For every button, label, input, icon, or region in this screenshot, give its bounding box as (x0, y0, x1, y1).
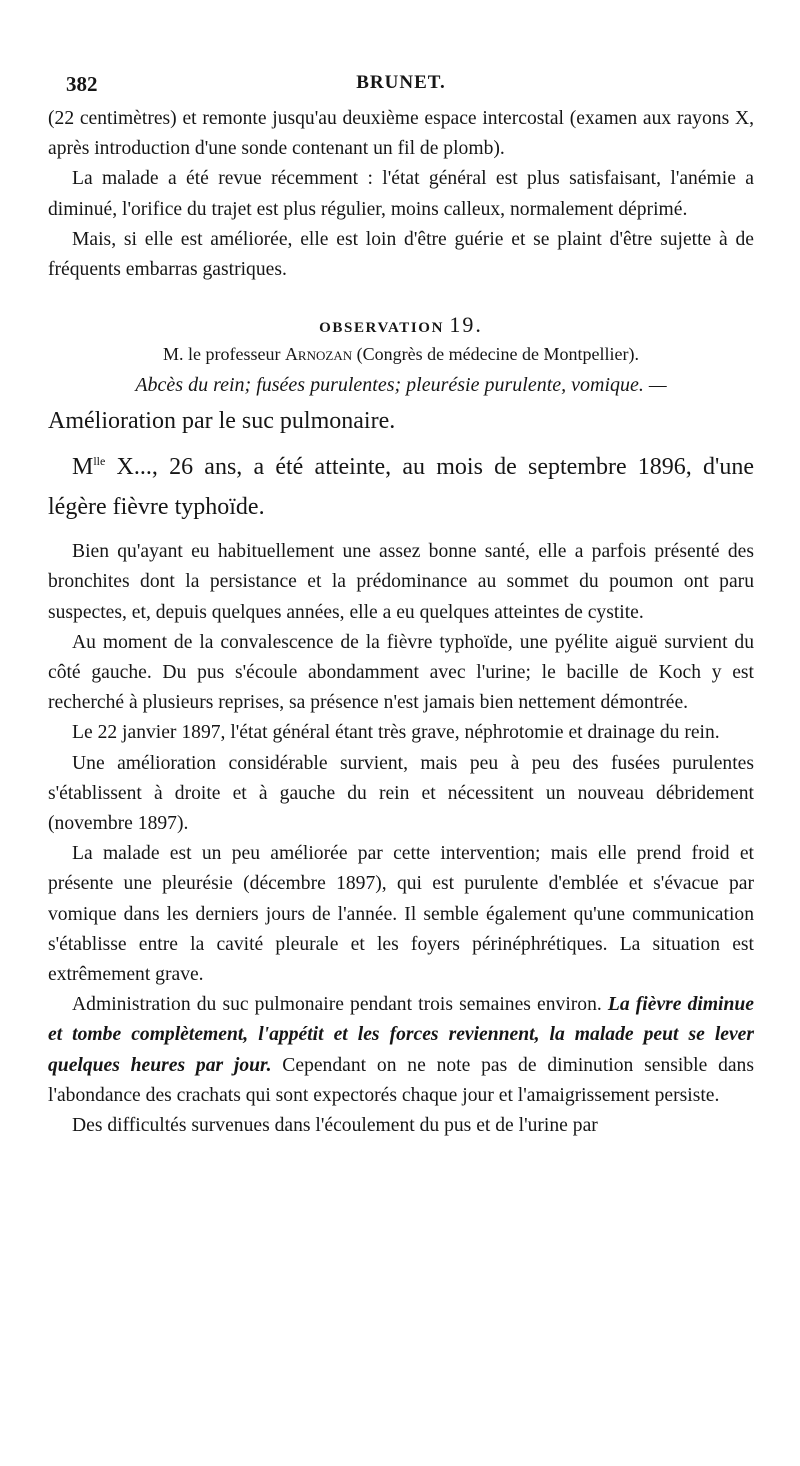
p6-end: Cependant on ne note pas de diminution sensible dans l'abondance des crachats qui sont expectorés chaque jour et l'amaigrissement persiste. (48, 1054, 754, 1106)
paragraph-revue: La malade a été revue récemment : l'état général est plus satisfaisant, l'anémie a diminué, l'orifice du trajet est plus régulier, moins calleux, normalement déprimé. (48, 168, 754, 220)
intro-sup: lle (93, 454, 106, 469)
p6-italic: La fièvre diminue et tombe complètement, l'appétit et les forces reviennent, la malade peut se lever quelques heures par jour. (48, 994, 754, 1076)
source-prefix: M. le professeur (162, 344, 281, 365)
book-page (48, 0, 754, 1141)
observation-source (48, 340, 754, 368)
intro-text: X..., 26 ans, a été atteinte, au mois de septembre 1896, d'une légère fièvre typhoïde. (48, 454, 754, 521)
p6-start: Administration du suc pulmonaire pendant trois semaines environ. (72, 994, 602, 1016)
paragraph-difficultes: Des difficultés survenues dans l'écoulement du pus et de l'urine par (72, 1115, 598, 1137)
observation-number: 19. (449, 312, 483, 338)
source-suffix: (Congrès de médecine de Montpellier). (356, 344, 640, 365)
observation-subtitle-continued: Amélioration par le suc pulmonaire. (48, 408, 396, 435)
paragraph-continuation: (22 centimètres) et remonte jusqu'au deuxième espace intercostal (examen aux rayons X, après introduction d'une sonde contenant un fil de plomb). (48, 108, 754, 160)
running-head: BRUNET. (356, 72, 446, 93)
page-header (48, 72, 754, 104)
observation-intro (48, 441, 754, 527)
paragraph-pyelite: Au moment de la convalescence de la fièvre typhoïde, une pyélite aiguë survient du côté gauche. Du pus s'écoule abondamment avec l'urine; le bacille de Koch y est recherché à plusieurs reprises, sa présence n'est jamais bien nettement démontrée. (48, 631, 754, 714)
observation-label: OBSERVATION (319, 320, 445, 337)
observation-subtitle: Abcès du rein; fusées purulentes; pleurésie purulente, vomique. — (135, 374, 667, 397)
paragraph-fusees: Une amélioration considérable survient, mais peu à peu des fusées purulentes s'établissent à droite et à gauche du rein et nécessitent un nouveau débridement (novembre 1897). (48, 752, 754, 835)
intro-m: M (72, 454, 94, 481)
page-number: 382 (66, 72, 98, 96)
paragraph-bronchites: Bien qu'ayant eu habituellement une assez bonne santé, elle a parfois présenté des bronchites dont la persistance et la prédominance au sommet du poumon ont paru suspectes, et, depuis quelques années, elle a eu quelques atteintes de cystite. (48, 541, 754, 623)
paragraph-pleuresie: La malade est un peu améliorée par cette intervention; mais elle prend froid et présente une pleurésie (décembre 1897), qui est purulente d'emblée et s'évacue par vomique dans les derniers jours de l'année. Il semble également qu'une communication s'établisse entre la cavité pleurale et les foyers périnéphrétiques. La situation est extrêmement grave. (48, 843, 754, 986)
observation-title (48, 313, 754, 340)
paragraph-nephrotomie: Le 22 janvier 1897, l'état général étant très grave, néphrotomie et drainage du rein. (72, 722, 720, 744)
source-name: Arnozan (284, 344, 353, 365)
paragraph-suc-pulmonaire (48, 990, 754, 1111)
paragraph-amelioree: Mais, si elle est améliorée, elle est loin d'être guérie et se plaint d'être sujette à de fréquents embarras gastriques. (48, 228, 754, 281)
